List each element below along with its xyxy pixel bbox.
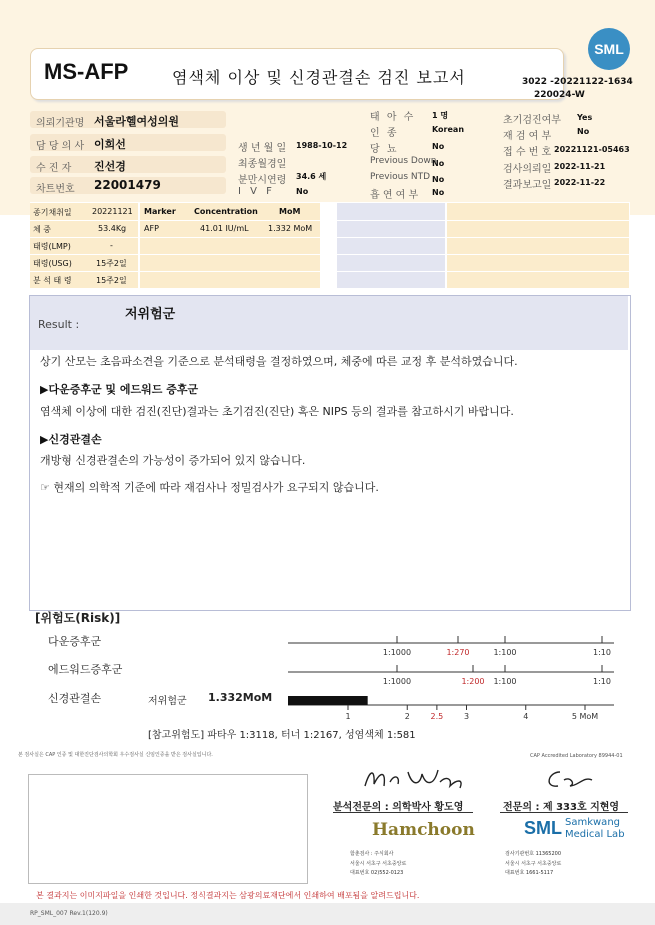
ntd-scale-tick-label: 5 MoM (571, 712, 599, 721)
hamchoon-addr-3: 대표번호 02)552-0123 (350, 870, 404, 876)
report-value: 2022-11-22 (554, 178, 606, 187)
sample-date-label: 종기채취일 (33, 208, 72, 217)
sign-rule (333, 812, 473, 813)
chart-label: 차트번호 (36, 184, 75, 195)
age-value: 34.6 세 (296, 172, 327, 181)
sml-lab-logo-mark: SML (524, 818, 562, 838)
age-label: 분만시연령 (238, 175, 287, 186)
lmp-label: 최종월경일 (238, 159, 287, 170)
sign-rule (500, 812, 628, 813)
doctor-value: 이희선 (94, 138, 126, 151)
edwards-scale-tick-label: 1:200 (461, 677, 485, 686)
specialist-name: 전문의 : 제 333호 지현영 (503, 802, 620, 813)
ntd-scale-tick-label: 2 (404, 712, 410, 721)
signature-left (360, 764, 470, 794)
race-value: Korean (432, 125, 465, 134)
first-label: 초기검진여부 (503, 115, 561, 126)
retest-value: No (577, 127, 590, 136)
ga-usg-label: 태령(USG) (33, 259, 72, 268)
chart-value: 22001479 (94, 178, 161, 192)
section-down-edwards: ▶다운증후군 및 에드워드 증후군 (40, 383, 199, 396)
receipt-label: 접 수 번 호 (503, 147, 552, 158)
revision: RP_SML_007 Rev.1(120.9) (30, 910, 108, 917)
ntd-scale-tick-label: 1 (345, 712, 351, 721)
ga-lmp-value: - (110, 241, 113, 250)
weight-value: 53.4Kg (98, 224, 127, 233)
comment-box (28, 774, 308, 884)
sml-addr-2: 서울시 서초구 서초중앙로 (505, 861, 562, 867)
ntd-scale-tick-label: 4 (523, 712, 529, 721)
test-code: MS-AFP (44, 59, 129, 84)
ntd-scale-tick-label: 2.5 (430, 712, 444, 721)
request-value: 2022-11-21 (554, 162, 606, 171)
hospital-label: 의뢰기관명 (36, 118, 85, 129)
request-label: 검사의뢰일 (503, 164, 552, 175)
blank-col (447, 203, 629, 288)
down-scale-tick-label: 1:10 (593, 648, 611, 657)
diabetes-value: No (432, 142, 445, 151)
result-line-1: 상기 산모는 초음파소견을 기준으로 분석태령을 결정하였으며, 체중에 따른 교정 후 분석하였습니다. (40, 355, 518, 368)
analyst-name: 분석전문의 : 의학박사 황도영 (333, 802, 464, 813)
section-ntd: ▶신경관결손 (40, 433, 102, 446)
weight-label: 체 중 (33, 225, 51, 234)
col-mom: MoM (279, 207, 301, 216)
prev-down-label: Previous Down (370, 156, 437, 166)
risk-ntd-mom: 1.332MoM (208, 691, 273, 704)
dob-value: 1988-10-12 (296, 141, 348, 150)
fetus-value: 1 명 (432, 111, 449, 120)
smoke-label: 흡 연 여 부 (370, 190, 419, 201)
result-value: 저위험군 (125, 307, 176, 322)
edwards-scale-tick-label: 1:100 (493, 677, 517, 686)
fetus-label: 태 아 수 (370, 112, 416, 123)
race-label: 인 종 (370, 128, 399, 139)
hamchoon-addr-1: 함춘검사 : 주식회사 (350, 851, 394, 857)
hamchoon-logo: Hamchoon (372, 820, 475, 840)
dob-label: 생 년 월 일 (238, 143, 287, 154)
receipt-value: 20221121-05463 (554, 145, 630, 154)
reference-risk: [참고위험도] 파타우 1:3118, 터너 1:2167, 성염색체 1:581 (148, 730, 416, 741)
report-number-sub: 220024-W (534, 90, 585, 100)
ivf-value: No (296, 187, 309, 196)
col-marker: Marker (144, 207, 176, 216)
ga-lmp-label: 태령(LMP) (33, 242, 71, 251)
row-divider (30, 271, 630, 272)
ga-an-label: 분 석 태 령 (33, 276, 72, 285)
edwards-scale-tick-label: 1:1000 (382, 677, 412, 686)
sml-lab-logo-2: Medical Lab (565, 829, 625, 840)
footer-note: 본 결과지는 이미지파일을 인쇄한 것입니다. 정식결과지는 삼광의료재단에서 인쇄하여 배포됨을 알려드립니다. (36, 891, 420, 900)
down-scale-tick-label: 1:1000 (382, 648, 412, 657)
risk-ntd-label: 신경관결손 (48, 692, 102, 705)
smoke-value: No (432, 188, 445, 197)
report-label: 결과보고일 (503, 180, 552, 191)
ga-usg-value: 15주2일 (96, 259, 127, 268)
hospital-value: 서울라헬여성의원 (94, 115, 180, 128)
down-scale-tick-label: 1:100 (493, 648, 517, 657)
risk-down-label: 다운증후군 (48, 635, 102, 648)
retest-label: 재 검 여 부 (503, 131, 552, 142)
risk-title: [위험도(Risk)] (35, 611, 121, 625)
prev-down-value: No (432, 159, 445, 168)
ga-an-value: 15주2일 (96, 276, 127, 285)
risk-scales (280, 630, 625, 725)
sml-lab-logo-1: Samkwang (565, 817, 620, 828)
signature-right (540, 766, 600, 792)
sml-addr-1: 검사기관번호 11365200 (505, 851, 562, 857)
prev-ntd-label: Previous NTD (370, 172, 431, 182)
result-line-2: 염색체 이상에 대한 검진(진단)결과는 초기검진(진단) 혹은 NIPS 등의 결과를 참고하시기 바랍니다. (40, 405, 514, 418)
hamchoon-addr-2: 서울시 서초구 서초중앙로 (350, 861, 407, 867)
result-line-3: 개방형 신경관결손의 가능성이 증가되어 있지 않습니다. (40, 454, 306, 467)
sample-date-value: 20221121 (92, 207, 133, 216)
ivf-label: I V F (238, 186, 275, 197)
result-label: Result : (38, 318, 80, 331)
sml-addr-3: 대표번호 1661-5117 (505, 870, 554, 876)
risk-edwards-label: 에드워드증후군 (48, 663, 123, 676)
ntd-scale-tick-label: 3 (463, 712, 470, 721)
col-concentration: Concentration (194, 207, 258, 216)
diabetes-label: 당 뇨 (370, 144, 399, 155)
doctor-label: 담 당 의 사 (36, 141, 85, 152)
mom-value: 1.332 MoM (268, 224, 313, 233)
sml-logo: SML (588, 28, 630, 70)
report-number: 3022 -20221122-1634 (522, 77, 633, 87)
cap-note: CAP Accredited Laboratory 89944-01 (530, 753, 623, 759)
risk-ntd-level: 저위험군 (148, 696, 187, 707)
first-value: Yes (577, 113, 593, 122)
patient-label: 수 진 자 (36, 163, 72, 174)
blank-gray-col (337, 203, 445, 288)
concentration-value: 41.01 IU/mL (200, 224, 249, 233)
row-divider (30, 237, 630, 238)
down-scale-tick-label: 1:270 (446, 648, 470, 657)
row-divider (30, 220, 630, 221)
edwards-scale-tick-label: 1:10 (593, 677, 611, 686)
report-title: 염색체 이상 및 신경관결손 검진 보고서 (172, 68, 466, 87)
result-line-4: ☞ 현재의 의학적 기준에 따라 재검사나 정밀검사가 요구되지 않습니다. (40, 481, 379, 494)
ntd-mom-bar (288, 696, 368, 705)
prev-ntd-value: No (432, 175, 445, 184)
patient-value: 진선경 (94, 160, 126, 173)
cert-note: 본 검사실은 CAP 인증 및 대한진단검사의학회 우수검사실 신임인증을 받은 검사실입니다. (18, 752, 213, 758)
row-divider (30, 254, 630, 255)
marker-value: AFP (144, 224, 159, 233)
result-header (30, 296, 628, 350)
